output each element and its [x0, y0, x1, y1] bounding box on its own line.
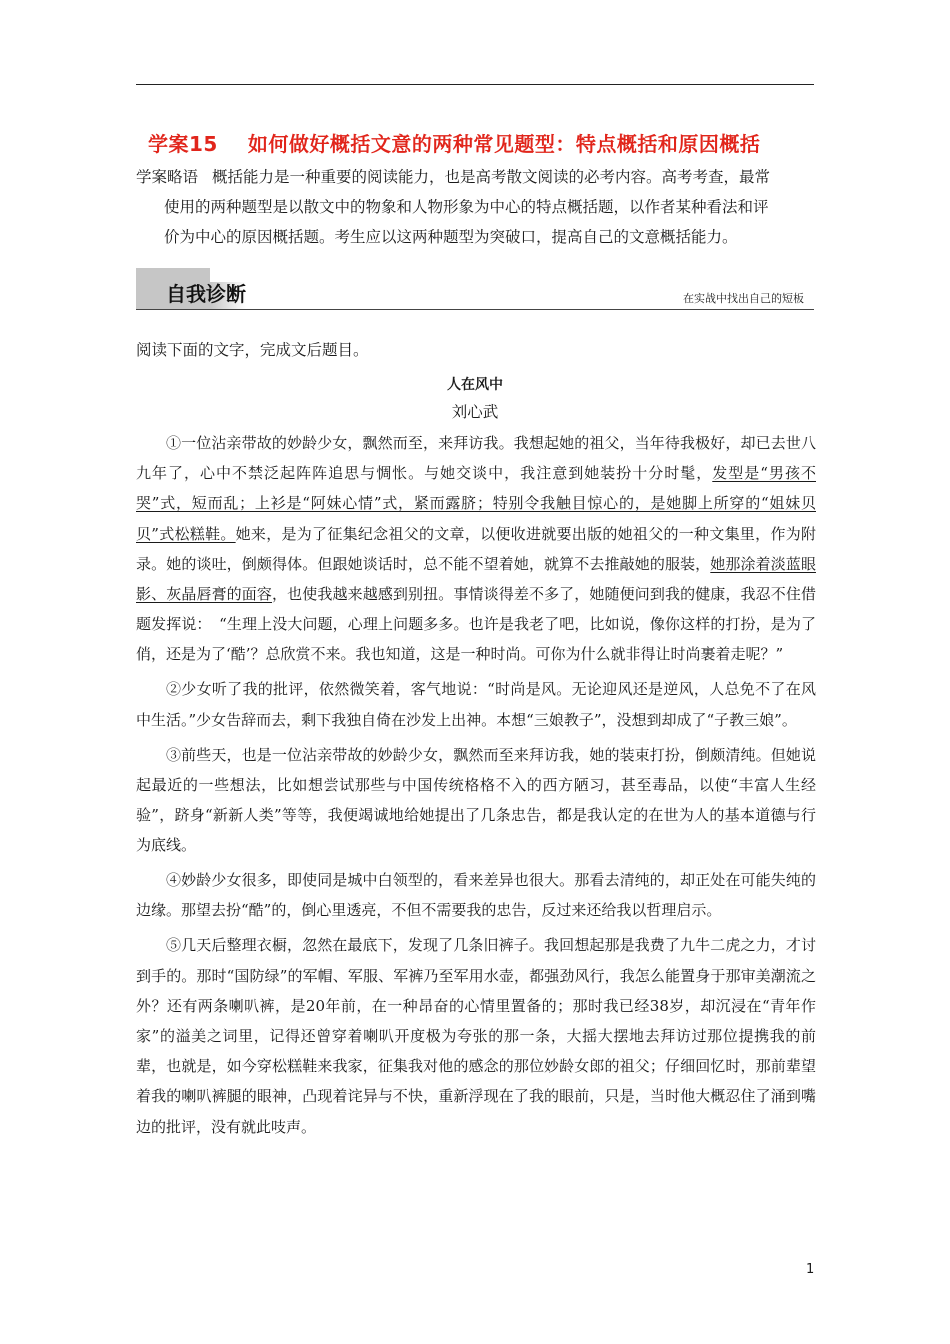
article-title: 人在风中	[447, 377, 503, 393]
lesson-title-text: 如何做好概括文意的两种常见题型：特点概括和原因概括	[247, 132, 761, 156]
paragraph-4: ④妙龄少女很多，即使同是城中白领型的，看来差异也很大。那看去清纯的，却正处在可能失纯的边缘。那望去扮“酷”的，倒心里透亮，不但不需要我的忠告，反过来还给我以哲理启示。	[136, 871, 816, 920]
section-rule	[136, 309, 814, 310]
section-title: 自我诊断	[166, 282, 246, 306]
summary-line-3: 价为中心的原因概括题。考生应以这两种题型为突破口，提高自己的文意概括能力。	[164, 228, 738, 246]
page-number: 1	[806, 1262, 815, 1277]
section-tagline: 在实战中找出自己的短板	[683, 292, 804, 305]
lesson-summary	[136, 162, 816, 252]
article-author: 刘心武	[451, 403, 499, 421]
paragraph-1-text-b: 她来，是为了征集纪念祖父的文章，以便收进就要出版的她祖父的一种文集里，作为附录。她的谈吐，倒颇得体。但跟她谈话时，总不能不望着她，就算不去推敲她的服装，	[136, 524, 816, 573]
paragraph-1	[136, 428, 816, 670]
summary-line-1: 概括能力是一种重要的阅读能力，也是高考散文阅读的必考内容。高考考查，最常	[212, 168, 771, 186]
summary-line-2: 使用的两种题型是以散文中的物象和人物形象为中心的特点概括题，以作者某种看法和评	[164, 198, 769, 216]
paragraph-2: ②少女听了我的批评，依然微笑着，客气地说：“时尚是风。无论迎风还是逆风，人总免不了在风中生活。”少女告辞而去，剩下我独自倚在沙发上出神。本想“三娘教子”，没想到却成了“子教三娘”。	[136, 680, 816, 729]
underlined-phrase-1: 发型是“男孩不哭”式，短而乱；上衫是“阿妹心情”式，紧而露脐；特别令我触目惊心的，是她脚上所穿的“姐妹贝贝”式松糕鞋。	[136, 464, 816, 543]
paragraph-1-text-a: ①一位沾亲带故的妙龄少女，飘然而至，来拜访我。我想起她的祖父，当年待我极好，却已去世八九年了，心中不禁泛起阵阵追思与惆怅。与她交谈中，我注意到她装扮十分时髦，	[136, 434, 816, 483]
paragraph-1-text-c: ，也使我越来越感到别扭。事情谈得差不多了，她随便问到我的健康，我忍不住借题发挥说： “生理上没大问题，心理上问题多多。也许是我老了吧，比如说，像你这样的打扮，是为了俏，还是为了‘酷’？总欣赏不来。我也知道，这是一种时尚。可你为什么就非得让时尚裹着走呢？”	[136, 585, 816, 664]
lesson-title	[148, 128, 838, 157]
section-header	[136, 268, 814, 310]
reading-instruction: 阅读下面的文字，完成文后题目。	[136, 341, 369, 359]
underlined-phrase-2: 她那涂着淡蓝眼影、灰晶唇膏的面容	[136, 554, 816, 604]
paragraph-3: ③前些天，也是一位沾亲带故的妙龄少女，飘然而至来拜访我，她的装束打扮，倒颇清纯。但她说起最近的一些想法，比如想尝试那些与中国传统格格不入的西方陋习，甚至毒品，以使“丰富人生经验”，跻身“新新人类”等等，我便竭诚地给她提出了几条忠告，都是我认定的在世为人的基本道德与行为底线。	[136, 745, 816, 855]
summary-label: 学案略语	[136, 168, 199, 186]
article-body	[136, 428, 816, 1147]
lesson-number: 学案15	[148, 132, 218, 156]
paragraph-5: ⑤几天后整理衣橱，忽然在最底下，发现了几条旧裤子。我回想起那是我费了九牛二虎之力，才讨到手的。那时“国防绿”的军帽、军服、军裤乃至军用水壶，都强劲风行，我怎么能置身于那审美潮流之外？还有两条喇叭裤，是20年前，在一种昂奋的心情里置备的；那时我已经38岁，却沉浸在“青年作家”的溢美之词里，记得还曾穿着喇叭开度极为夸张的那一条，大摇大摆地去拜访过那位提携我的前辈，也就是，如今穿松糕鞋来我家，征集我对他的感念的那位妙龄女郎的祖父；仔细回忆时，那前辈望着我的喇叭裤腿的眼神，凸现着诧异与不快，重新浮现在了我的眼前，只是，当时他大概忍住了涌到嘴边的批评，没有就此吱声。	[136, 936, 816, 1136]
header-rule	[136, 84, 814, 85]
